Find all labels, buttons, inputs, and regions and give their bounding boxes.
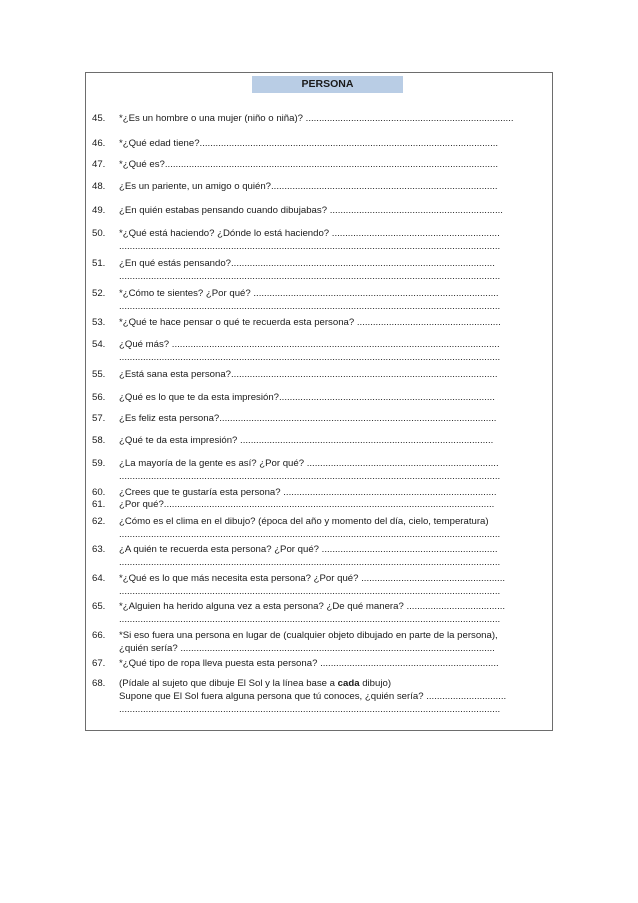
question-line: ............................................................................................................................................... (119, 557, 501, 568)
question-number: 62. (92, 516, 106, 527)
question-number: 45. (92, 113, 106, 124)
question-line: ¿Es feliz esta persona?........................................................................................................ (119, 413, 497, 424)
question-line: ¿Qué más? ........................................................................................................................... (119, 339, 500, 350)
question-number: 54. (92, 339, 106, 350)
question-line: ............................................................................................................................................... (119, 704, 501, 715)
question-item (92, 316, 544, 329)
question-line: ¿Es un pariente, un amigo o quién?..................................................................................... (119, 181, 498, 192)
question-item (92, 137, 544, 150)
question-number: 57. (92, 413, 106, 424)
question-line: *¿Es un hombre o una mujer (niño o niña)? .............................................................................. (119, 113, 514, 124)
question-text (119, 158, 544, 171)
question-line: ¿La mayoría de la gente es así? ¿Por qué? ........................................................................ (119, 458, 499, 469)
question-text (119, 227, 544, 253)
question-line: ............................................................................................................................................... (119, 271, 501, 282)
question-item (92, 204, 544, 217)
question-number: 49. (92, 205, 106, 216)
question-item (92, 600, 544, 626)
question-text (119, 137, 544, 150)
question-line: ¿Qué es lo que te da esta impresión?................................................................................. (119, 392, 495, 403)
question-line: ¿En qué estás pensando?................................................................................................... (119, 258, 495, 269)
question-line: ............................................................................................................................................... (119, 301, 501, 312)
section-title: PERSONA (252, 76, 403, 93)
question-line: ............................................................................................................................................... (119, 586, 501, 597)
question-text (119, 457, 544, 483)
questionnaire-frame (85, 72, 553, 731)
question-text (119, 391, 544, 404)
question-number: 64. (92, 573, 106, 584)
question-number: 53. (92, 317, 106, 328)
question-item (92, 391, 544, 404)
question-line: Supone que El Sol fuera alguna persona que tú conoces, ¿quién sería? .............................. (119, 691, 507, 702)
question-text (119, 180, 544, 193)
question-text (119, 543, 544, 569)
question-item (92, 257, 544, 283)
question-number: 61. (92, 499, 106, 510)
question-line: *¿Qué tipo de ropa lleva puesta esta persona? ................................................................... (119, 658, 499, 669)
question-line: *¿Cómo te sientes? ¿Por qué? ............................................................................................ (119, 288, 499, 299)
question-number: 68. (92, 678, 106, 689)
question-line: *¿Qué está haciendo? ¿Dónde lo está haciendo? ............................................................... (119, 228, 500, 239)
question-text (119, 204, 544, 217)
question-text (119, 338, 544, 364)
question-text (119, 572, 544, 598)
question-number: 65. (92, 601, 106, 612)
question-number: 63. (92, 544, 106, 555)
question-item (92, 434, 544, 447)
question-item (92, 677, 544, 716)
question-line: ............................................................................................................................................... (119, 241, 501, 252)
question-line: *¿Qué es lo que más necesita esta persona? ¿Por qué? ...................................................... (119, 573, 506, 584)
question-item (92, 572, 544, 598)
question-line: ¿Por qué?............................................................................................................................ (119, 499, 495, 510)
question-text (119, 412, 544, 425)
question-number: 46. (92, 138, 106, 149)
question-item (92, 412, 544, 425)
question-text (119, 677, 544, 716)
question-item (92, 227, 544, 253)
question-number: 60. (92, 487, 106, 498)
question-text (119, 257, 544, 283)
question-item (92, 515, 544, 541)
question-item (92, 368, 544, 381)
question-number: 52. (92, 288, 106, 299)
question-line: ¿Crees que te gustaría esta persona? ................................................................................ (119, 487, 497, 498)
question-number: 59. (92, 458, 106, 469)
question-text (119, 368, 544, 381)
question-text (119, 629, 544, 655)
question-line: ¿quién sería? ...................................................................................................................... (119, 643, 495, 654)
question-number: 50. (92, 228, 106, 239)
question-item (92, 457, 544, 483)
question-number: 56. (92, 392, 106, 403)
question-number: 58. (92, 435, 106, 446)
question-text (119, 287, 544, 313)
question-line: ............................................................................................................................................... (119, 352, 501, 363)
question-item (92, 338, 544, 364)
question-line: *¿Alguien ha herido alguna vez a esta persona? ¿De qué manera? ..................................... (119, 601, 506, 612)
question-text (119, 112, 544, 125)
question-item (92, 543, 544, 569)
question-text (119, 515, 544, 541)
question-item (92, 498, 544, 511)
question-item (92, 657, 544, 670)
question-text (119, 657, 544, 670)
question-line: ¿En quién estabas pensando cuando dibujabas? ................................................................. (119, 205, 503, 216)
question-line: *Si eso fuera una persona en lugar de (cualquier objeto dibujado en parte de la persona), (119, 630, 498, 641)
question-number: 55. (92, 369, 106, 380)
question-text (119, 498, 544, 511)
question-text (119, 434, 544, 447)
question-line: *¿Qué edad tiene?................................................................................................................ (119, 138, 499, 149)
question-line: ¿Está sana esta persona?.................................................................................................... (119, 369, 498, 380)
question-line: *¿Qué te hace pensar o qué te recuerda esta persona? ...................................................... (119, 317, 501, 328)
question-number: 67. (92, 658, 106, 669)
question-item (92, 180, 544, 193)
question-item (92, 112, 544, 125)
question-line: *¿Qué es?............................................................................................................................. (119, 159, 499, 170)
question-item (92, 287, 544, 313)
question-line: (Pídale al sujeto que dibuje El Sol y la línea base a cada dibujo) (119, 678, 392, 689)
question-line: ............................................................................................................................................... (119, 529, 501, 540)
question-number: 51. (92, 258, 106, 269)
question-text (119, 316, 544, 329)
question-line: ............................................................................................................................................... (119, 471, 501, 482)
question-item (92, 629, 544, 655)
question-number: 47. (92, 159, 106, 170)
question-line: ¿A quién te recuerda esta persona? ¿Por qué? .................................................................. (119, 544, 498, 555)
question-line: ¿Qué te da esta impresión? ............................................................................................... (119, 435, 494, 446)
question-item (92, 158, 544, 171)
question-line: ¿Cómo es el clima en el dibujo? (época del año y momento del día, cielo, temperatura) (119, 516, 489, 527)
question-number: 48. (92, 181, 106, 192)
question-line: ............................................................................................................................................... (119, 614, 501, 625)
question-number: 66. (92, 630, 106, 641)
question-text (119, 600, 544, 626)
